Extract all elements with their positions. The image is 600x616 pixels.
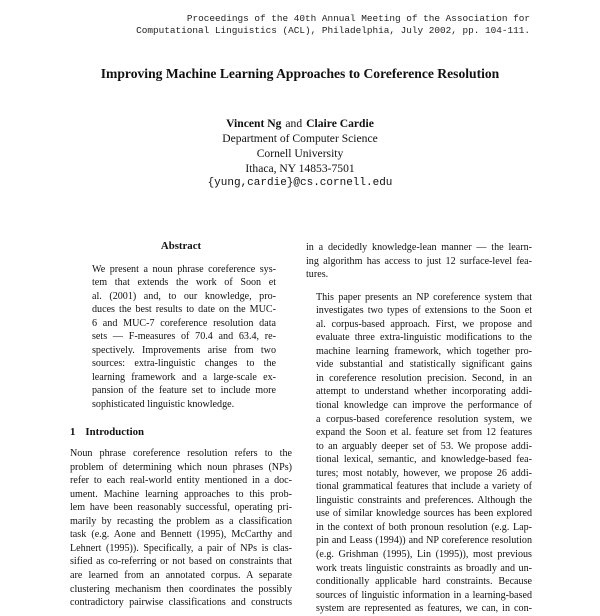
paper-title: Improving Machine Learning Approaches to Coreference Resolution [100,66,500,81]
text-line: sophisticated linguistic knowledge. [92,399,235,411]
author-conjunction: and [285,117,303,130]
text-line: lem have been reasonably successful, operating pri- [70,502,292,514]
text-line: spectively. Improvements arise from two [92,344,276,356]
text-line: 6 and MUC-7 coreference resolution data [92,317,276,329]
venue-line-1: Proceedings of the 40th Annual Meeting of the Association for [186,13,530,24]
left-column [70,240,292,610]
text-line: tures. [306,269,329,281]
paragraph-continued [306,241,532,282]
text-line: conditionally applicable hard constraints. Because [316,576,532,588]
text-line: in coreference resolution precision. Second, in an [316,372,532,384]
text-line: (e.g. Grishman (1995), Lin (1995)), most previous [316,549,532,561]
text-line: Lehnert (1995)). Specifically, a pair of NPs is clas- [70,542,292,554]
text-line: tem that extends the work of Soon et [92,277,276,289]
text-line: evaluate three extra-linguistic modifications to the [316,332,532,344]
section-title: Introduction [85,425,145,438]
text-line: This paper presents an NP coreference system that [316,291,532,303]
text-line: investigates two types of extensions to the Soon et [316,305,532,317]
section-heading-introduction [70,426,292,440]
text-line: contradictory pairwise classifications and constructs [70,597,292,609]
department: Department of Computer Science [222,132,378,145]
venue-header [70,13,530,37]
text-line: tional grammatical features that include a variety of [316,481,532,493]
text-line: to an arguably deeper set of 53. We propose addi- [316,440,532,452]
text-line: pansion of the feature set to include more [92,385,276,397]
email: {yung,cardie}@cs.cornell.edu [207,177,393,189]
text-line: linguistic constraints and preferences. Although the [316,494,532,506]
text-line: machine learning framework, which together pro- [316,345,532,357]
abstract-body [70,263,292,412]
text-line: system are represented as features, we can, in con- [316,603,532,615]
text-line: tures; most notably, however, we propose 26 addi- [316,467,532,479]
text-line: al. corpus-based approach. First, we propose and [316,318,532,330]
university: Cornell University [256,147,344,160]
text-line: work treats linguistic constraints as broadly and un- [316,562,532,574]
text-line: attempt to understand whether incorporating addi- [316,386,532,398]
author-2: Claire Cardie [306,117,374,130]
text-line: problem of determining which noun phrases (NPs) [70,461,292,473]
text-line: ing algorithm has access to just 12 surface-level fea- [306,255,532,267]
venue-line-2: Computational Linguistics (ACL), Philadelphia, July 2002, pp. 104-111. [136,25,530,36]
author-1: Vincent Ng [226,117,282,130]
text-line: in a decidedly knowledge-lean manner — the learn- [306,242,532,253]
text-line: clustering mechanism then coordinates the possibly [70,583,292,595]
author-block [0,116,600,191]
text-line: sified as co-referring or not based on constraints that [70,556,292,568]
text-line: learning framework and a large-scale ex- [92,371,276,383]
text-line: sources: extra-linguistic changes to the [92,358,276,370]
text-line: al. (2001) and, to our knowledge, pro- [92,290,276,302]
text-line: sources of linguistic information in a learning-based [316,589,532,601]
text-line: ument. Machine learning approaches to this prob- [70,488,292,500]
introduction-body [70,447,292,610]
section-number: 1 [70,425,76,438]
text-line: are learned from an annotated corpus. A separate [70,570,292,582]
text-line: tional knowledge can improve the performance of [316,400,532,412]
text-line: Noun phrase coreference resolution refers to the [70,448,292,460]
paragraph-system-overview [306,291,532,616]
text-line: a corpus-based coreference resolution system, we [316,413,532,425]
text-line: expand the Soon et al. feature set from 12 features [316,427,532,439]
address: Ithaca, NY 14853-7501 [245,162,355,175]
text-line: marily by recasting the problem as a classification [70,515,292,527]
text-line: tional lexical, semantic, and knowledge-based fea- [316,454,532,466]
text-line: We present a noun phrase coreference sys- [92,263,276,275]
text-line: duces the best results to date on the MUC- [92,304,276,316]
text-line: use of similar knowledge sources has been explored [316,508,532,520]
text-line: task (e.g. Aone and Bennett (1995), McCarthy and [70,529,292,541]
abstract-heading: Abstract [160,240,202,252]
text-line: in the context of both pronoun resolution (e.g. Lap- [316,521,532,533]
text-line: refer to each real-world entity mentioned in a doc- [70,475,292,487]
text-line: sets — F-measures of 70.4 and 63.4, re- [92,331,276,343]
text-line: pin and Leass (1994)) and NP coreference resolution [316,535,532,547]
text-line: vide substantial and statistically significant gains [316,359,532,371]
right-column [306,241,532,616]
author-names [0,116,600,131]
